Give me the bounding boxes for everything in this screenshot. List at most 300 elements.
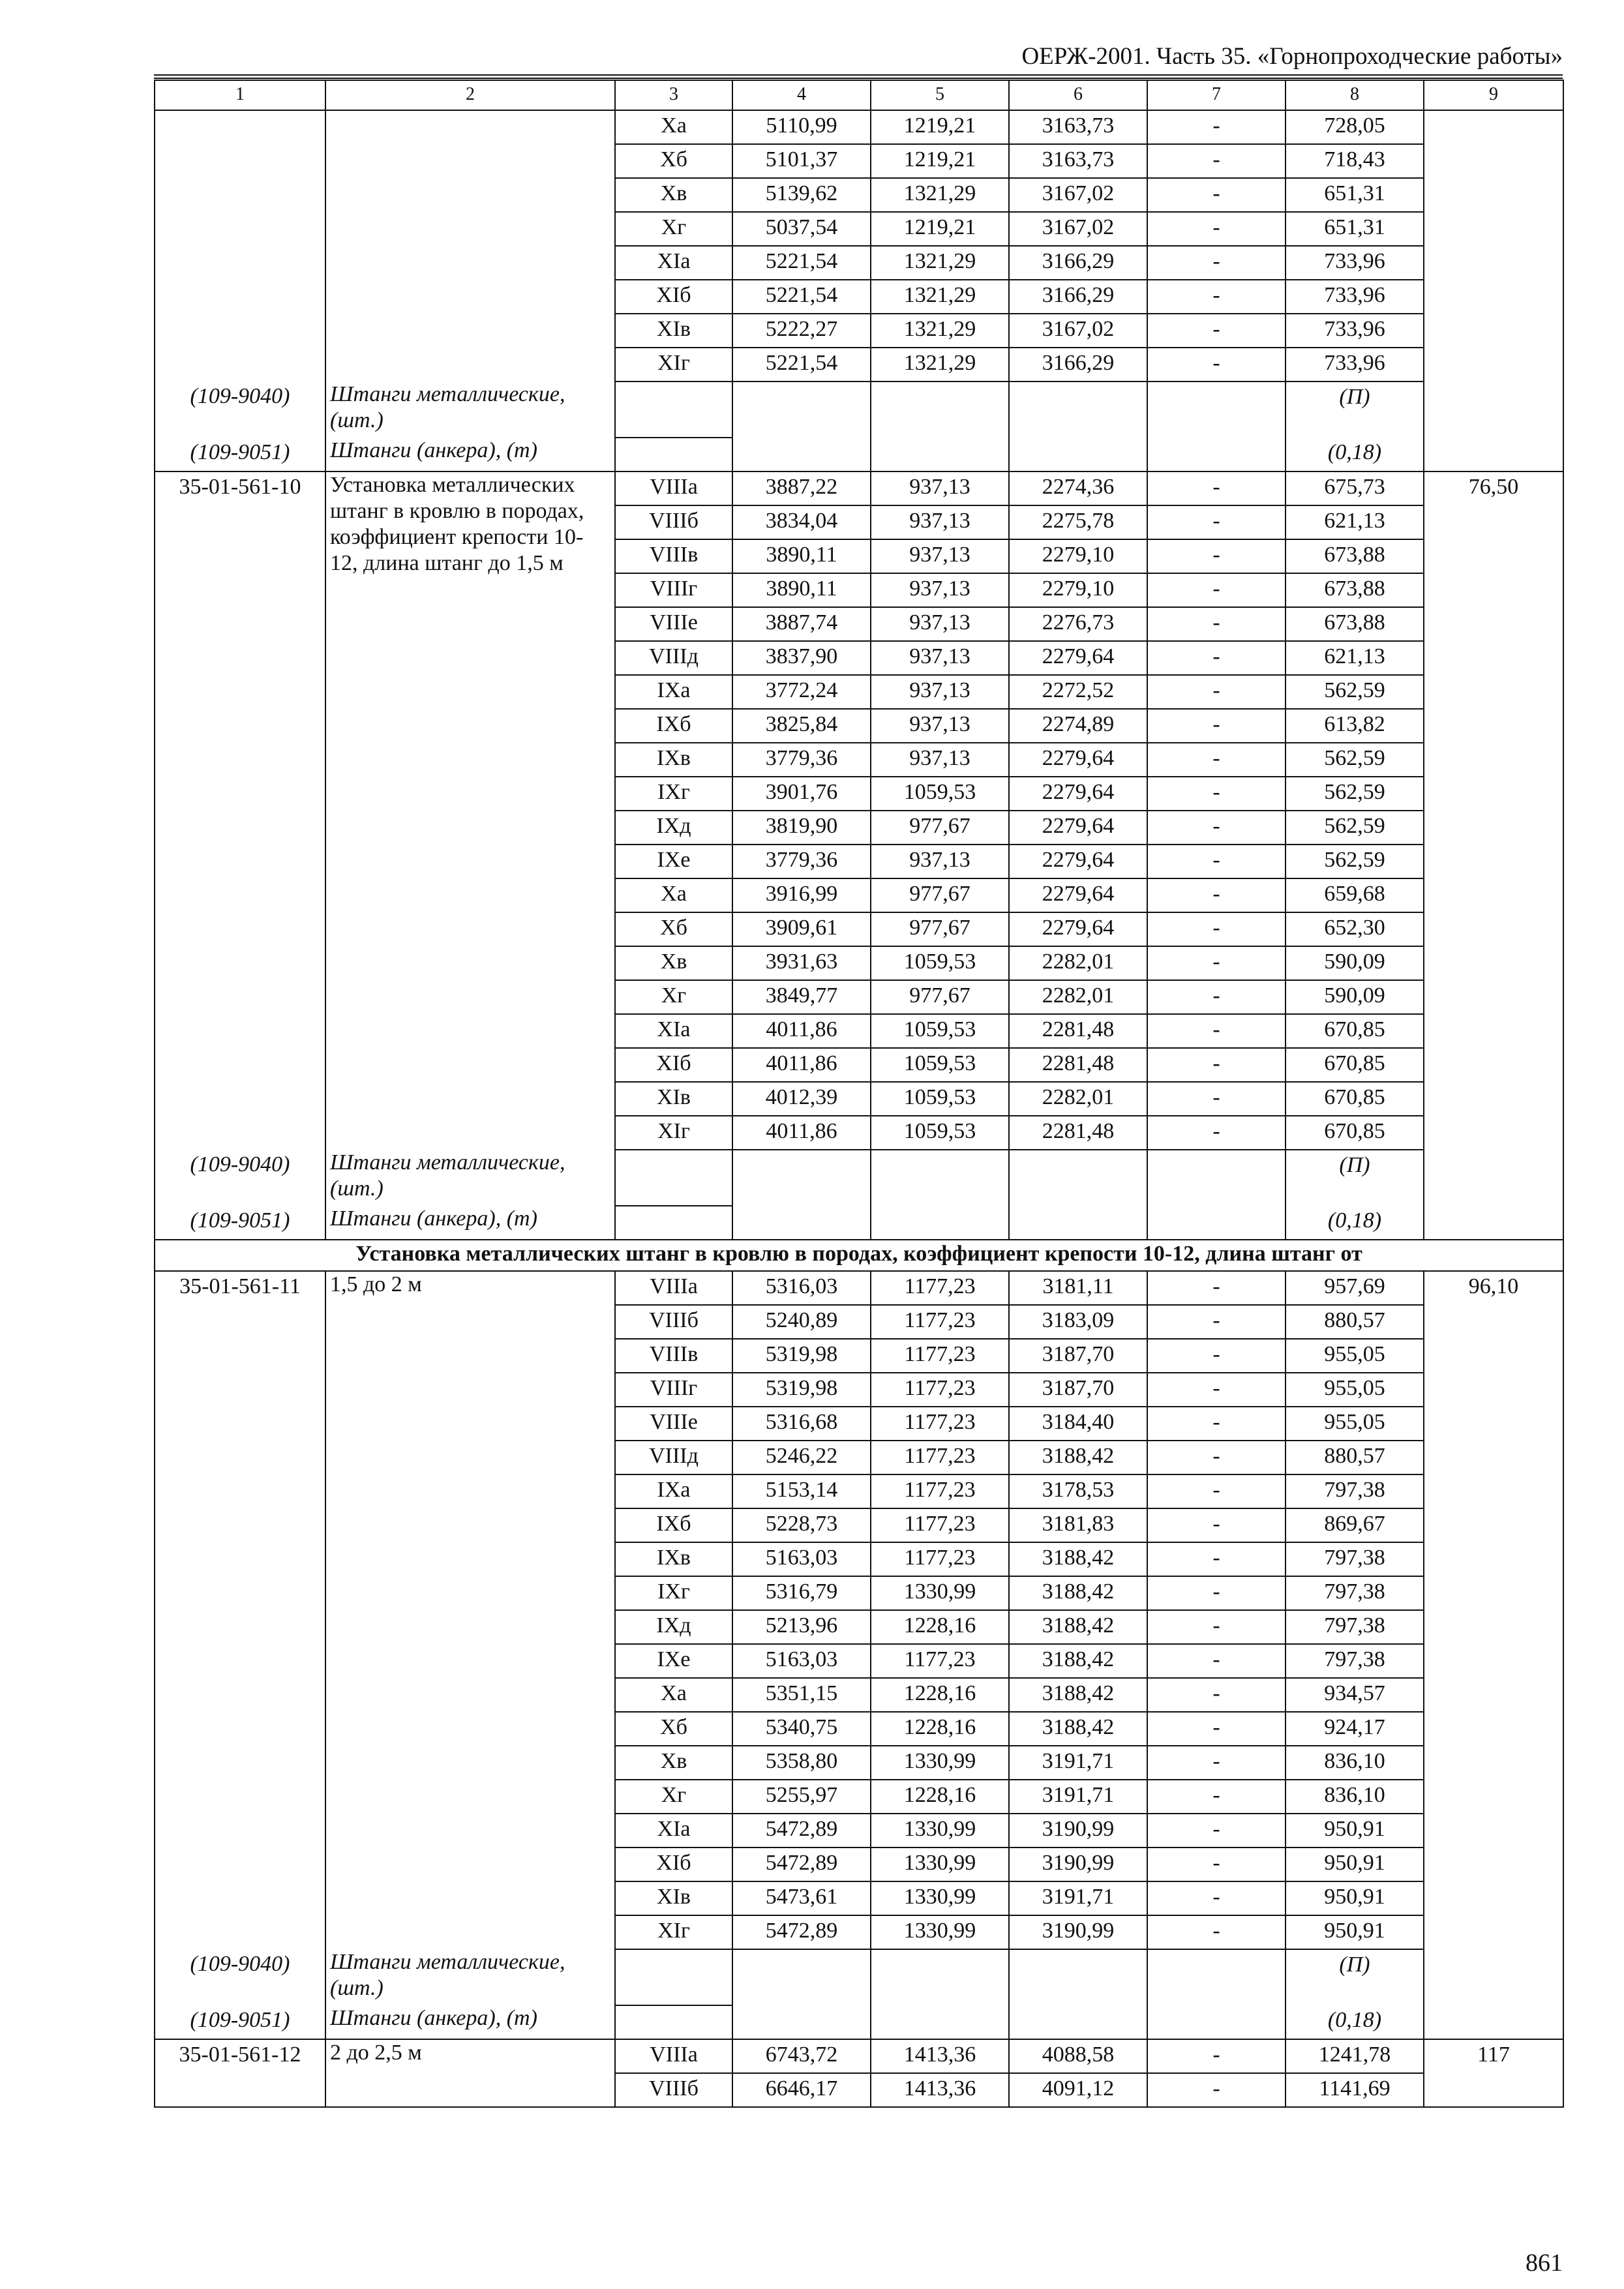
cell-value: 2282,01 (1009, 980, 1147, 1014)
cell-value: - (1147, 246, 1286, 280)
header-rule-double (154, 78, 1563, 79)
cell-value: - (1147, 1780, 1286, 1814)
cell-value: - (1147, 2039, 1286, 2073)
page-header (154, 40, 1563, 80)
resource-empty-cell (1009, 438, 1147, 471)
cell-value: 670,85 (1286, 1014, 1424, 1048)
cell-value: 1321,29 (871, 314, 1009, 348)
cell-value: 2279,10 (1009, 539, 1147, 573)
resource-name: Штанги металлические, (шт.) (325, 1150, 615, 1206)
column-number: 6 (1009, 80, 1147, 110)
cell-group: IXд (615, 1610, 732, 1644)
cell-group: Xг (615, 980, 732, 1014)
cell-value: 3849,77 (732, 980, 871, 1014)
resource-empty-cell (1009, 1150, 1147, 1206)
resource-empty-cell (615, 1949, 732, 2005)
resource-empty-cell (1009, 1206, 1147, 1240)
cell-value: 3837,90 (732, 641, 871, 675)
cell-value: 937,13 (871, 675, 1009, 709)
resource-code: (109-9040) (155, 382, 325, 438)
rates-table-body (155, 80, 1563, 2107)
cell-group: VIIIд (615, 641, 732, 675)
section-title-row (155, 1240, 1563, 1271)
cell-value: 1059,53 (871, 1082, 1009, 1116)
rate-code: 35-01-561-11 (155, 1271, 325, 1949)
cell-value: 5340,75 (732, 1712, 871, 1746)
cell-value: 1177,23 (871, 1644, 1009, 1678)
cell-value: 1177,23 (871, 1305, 1009, 1339)
cell-value: 5319,98 (732, 1339, 871, 1373)
cell-value: 5319,98 (732, 1373, 871, 1407)
cell-value: - (1147, 1407, 1286, 1441)
cell-value: 3188,42 (1009, 1542, 1147, 1576)
cell-value: 1330,99 (871, 1814, 1009, 1848)
cell-value: 2281,48 (1009, 1014, 1147, 1048)
table-row (155, 110, 1563, 144)
cell-value: 1177,23 (871, 1271, 1009, 1305)
cell-value: 621,13 (1286, 641, 1424, 675)
cell-value: 2279,64 (1009, 811, 1147, 845)
resource-qty: (П) (1286, 1150, 1424, 1206)
cell-value: 2279,64 (1009, 641, 1147, 675)
rates-table (154, 80, 1564, 2108)
cell-value: 1413,36 (871, 2039, 1009, 2073)
cell-group: XIа (615, 1814, 732, 1848)
cell-group: VIIIв (615, 1339, 732, 1373)
cell-col9: 117 (1424, 2039, 1563, 2107)
cell-value: 977,67 (871, 980, 1009, 1014)
resource-name: Штанги (анкера), (т) (325, 2005, 615, 2039)
cell-group: XIв (615, 1881, 732, 1915)
cell-value: 3181,11 (1009, 1271, 1147, 1305)
cell-value: 836,10 (1286, 1746, 1424, 1780)
cell-value: 3190,99 (1009, 1915, 1147, 1949)
cell-group: XIг (615, 1116, 732, 1150)
cell-value: 3188,42 (1009, 1644, 1147, 1678)
cell-group: Xа (615, 110, 732, 144)
cell-group: XIа (615, 1014, 732, 1048)
cell-group: IXе (615, 1644, 732, 1678)
cell-value: 670,85 (1286, 1116, 1424, 1150)
cell-value: - (1147, 946, 1286, 980)
cell-value: 937,13 (871, 505, 1009, 539)
cell-value: 733,96 (1286, 348, 1424, 382)
cell-group: IXа (615, 675, 732, 709)
resource-empty-cell (1147, 1206, 1286, 1240)
cell-value: 1059,53 (871, 777, 1009, 811)
cell-value: - (1147, 912, 1286, 946)
resource-empty-cell (732, 382, 871, 438)
cell-value: 3890,11 (732, 573, 871, 607)
cell-value: 659,68 (1286, 878, 1424, 912)
cell-value: - (1147, 1576, 1286, 1610)
cell-value: 937,13 (871, 709, 1009, 743)
cell-value: 3931,63 (732, 946, 871, 980)
cell-value: 1059,53 (871, 1014, 1009, 1048)
cell-value: 3183,09 (1009, 1305, 1147, 1339)
resource-empty-cell (1147, 1949, 1286, 2005)
cell-value: 673,88 (1286, 573, 1424, 607)
cell-value: 937,13 (871, 471, 1009, 505)
cell-group: XIв (615, 1082, 732, 1116)
resource-empty-cell (871, 1949, 1009, 2005)
column-number: 7 (1147, 80, 1286, 110)
cell-value: 1321,29 (871, 246, 1009, 280)
cell-value: 652,30 (1286, 912, 1424, 946)
cell-value: 2275,78 (1009, 505, 1147, 539)
cell-value: 5221,54 (732, 246, 871, 280)
cell-value: 937,13 (871, 641, 1009, 675)
cell-value: 590,09 (1286, 946, 1424, 980)
cell-value: 937,13 (871, 845, 1009, 878)
resource-empty-cell (1147, 1150, 1286, 1206)
cell-value: 3163,73 (1009, 144, 1147, 178)
rate-code: 35-01-561-10 (155, 471, 325, 1150)
cell-value: 562,59 (1286, 743, 1424, 777)
cell-value: 955,05 (1286, 1407, 1424, 1441)
cell-value: - (1147, 505, 1286, 539)
cell-group: VIIIг (615, 1373, 732, 1407)
cell-group: Xв (615, 178, 732, 212)
cell-group: Xг (615, 212, 732, 246)
cell-value: 1321,29 (871, 280, 1009, 314)
cell-value: - (1147, 1712, 1286, 1746)
cell-value: 1321,29 (871, 178, 1009, 212)
cell-value: 2279,64 (1009, 743, 1147, 777)
cell-value: 1241,78 (1286, 2039, 1424, 2073)
cell-value: 955,05 (1286, 1339, 1424, 1373)
cell-group: IXа (615, 1474, 732, 1508)
cell-value: 3191,71 (1009, 1881, 1147, 1915)
resource-empty-cell (1009, 2005, 1147, 2039)
cell-value: 1413,36 (871, 2073, 1009, 2107)
cell-value: 5316,03 (732, 1271, 871, 1305)
cell-value: - (1147, 1678, 1286, 1712)
cell-col9: 96,10 (1424, 1271, 1563, 2039)
resource-empty-cell (1147, 438, 1286, 471)
cell-value: 880,57 (1286, 1305, 1424, 1339)
resource-code: (109-9040) (155, 1150, 325, 1206)
cell-value: - (1147, 845, 1286, 878)
cell-value: 797,38 (1286, 1610, 1424, 1644)
cell-value: 3825,84 (732, 709, 871, 743)
cell-value: 1219,21 (871, 110, 1009, 144)
cell-group: VIIIа (615, 2039, 732, 2073)
rate-code: 35-01-561-12 (155, 2039, 325, 2107)
cell-value: 5213,96 (732, 1610, 871, 1644)
cell-value: 5246,22 (732, 1441, 871, 1474)
cell-value: 797,38 (1286, 1644, 1424, 1678)
cell-value: - (1147, 178, 1286, 212)
cell-value: 6743,72 (732, 2039, 871, 2073)
cell-group: Xа (615, 1678, 732, 1712)
cell-value: 3188,42 (1009, 1712, 1147, 1746)
cell-value: 3166,29 (1009, 348, 1147, 382)
cell-value: 1228,16 (871, 1780, 1009, 1814)
cell-value: 2272,52 (1009, 675, 1147, 709)
resource-empty-cell (615, 438, 732, 471)
cell-value: 2282,01 (1009, 946, 1147, 980)
cell-value: 670,85 (1286, 1048, 1424, 1082)
resource-code: (109-9051) (155, 1206, 325, 1240)
cell-value: 718,43 (1286, 144, 1424, 178)
cell-value: - (1147, 607, 1286, 641)
resource-empty-cell (732, 438, 871, 471)
resource-empty-cell (1147, 2005, 1286, 2039)
cell-value: - (1147, 1082, 1286, 1116)
cell-value: 2279,10 (1009, 573, 1147, 607)
cell-value: 880,57 (1286, 1441, 1424, 1474)
cell-value: 3163,73 (1009, 110, 1147, 144)
cell-value: 3166,29 (1009, 280, 1147, 314)
resource-empty-cell (871, 2005, 1009, 2039)
cell-value: 1330,99 (871, 1915, 1009, 1949)
cell-value: 4011,86 (732, 1116, 871, 1150)
cell-group: IXб (615, 709, 732, 743)
cell-value: 2279,64 (1009, 777, 1147, 811)
cell-value: 797,38 (1286, 1576, 1424, 1610)
resource-qty: (0,18) (1286, 1206, 1424, 1240)
cell-value: 1177,23 (871, 1508, 1009, 1542)
cell-value: 2279,64 (1009, 878, 1147, 912)
resource-empty-cell (732, 1206, 871, 1240)
cell-group: Xв (615, 1746, 732, 1780)
cell-value: 733,96 (1286, 314, 1424, 348)
resource-empty-cell (732, 1150, 871, 1206)
cell-value: 2279,64 (1009, 912, 1147, 946)
cell-value: 5351,15 (732, 1678, 871, 1712)
cell-value: 950,91 (1286, 1848, 1424, 1881)
resource-empty-cell (615, 382, 732, 438)
cell-value: 673,88 (1286, 607, 1424, 641)
cell-value: 5153,14 (732, 1474, 871, 1508)
cell-value: 1177,23 (871, 1441, 1009, 1474)
table-row (155, 1271, 1563, 1305)
cell-group: XIг (615, 1915, 732, 1949)
rate-description (325, 110, 615, 382)
cell-value: 3188,42 (1009, 1441, 1147, 1474)
cell-value: 869,67 (1286, 1508, 1424, 1542)
cell-value: 651,31 (1286, 212, 1424, 246)
cell-value: 950,91 (1286, 1915, 1424, 1949)
resource-code: (109-9040) (155, 1949, 325, 2005)
cell-value: 957,69 (1286, 1271, 1424, 1305)
cell-value: - (1147, 709, 1286, 743)
cell-group: XIб (615, 1048, 732, 1082)
cell-value: 3901,76 (732, 777, 871, 811)
cell-value: 4012,39 (732, 1082, 871, 1116)
cell-value: 5110,99 (732, 110, 871, 144)
cell-value: 937,13 (871, 573, 1009, 607)
table-row (155, 471, 1563, 505)
resource-empty-cell (615, 1150, 732, 1206)
cell-value: 4088,58 (1009, 2039, 1147, 2073)
resource-name: Штанги металлические, (шт.) (325, 382, 615, 438)
cell-group: IXе (615, 845, 732, 878)
cell-value: 1321,29 (871, 348, 1009, 382)
cell-value: 937,13 (871, 539, 1009, 573)
cell-value: 3190,99 (1009, 1814, 1147, 1848)
cell-value: - (1147, 1508, 1286, 1542)
cell-group: IXв (615, 1542, 732, 1576)
cell-value: 5316,68 (732, 1407, 871, 1441)
resource-name: Штанги (анкера), (т) (325, 438, 615, 471)
cell-value: 5228,73 (732, 1508, 871, 1542)
cell-group: IXд (615, 811, 732, 845)
cell-group: VIIIд (615, 1441, 732, 1474)
resource-empty-cell (615, 1206, 732, 1240)
cell-group: Xб (615, 1712, 732, 1746)
cell-group: XIа (615, 246, 732, 280)
page-number: 861 (1526, 2249, 1563, 2277)
cell-value: 3187,70 (1009, 1339, 1147, 1373)
resource-row (155, 2005, 1563, 2039)
cell-value: - (1147, 1881, 1286, 1915)
column-number: 3 (615, 80, 732, 110)
cell-value: 3166,29 (1009, 246, 1147, 280)
cell-group: VIIIе (615, 1407, 732, 1441)
cell-value: 3178,53 (1009, 1474, 1147, 1508)
cell-value: 977,67 (871, 878, 1009, 912)
resource-code: (109-9051) (155, 438, 325, 471)
column-number: 1 (155, 80, 325, 110)
cell-value: 651,31 (1286, 178, 1424, 212)
column-number-row (155, 80, 1563, 110)
rate-description: 1,5 до 2 м (325, 1271, 615, 1949)
cell-value: 924,17 (1286, 1712, 1424, 1746)
cell-group: IXг (615, 777, 732, 811)
cell-value: 3167,02 (1009, 314, 1147, 348)
cell-value: 1177,23 (871, 1542, 1009, 1576)
column-number: 9 (1424, 80, 1563, 110)
resource-name: Штанги металлические, (шт.) (325, 1949, 615, 2005)
resource-empty-cell (732, 1949, 871, 2005)
cell-group: Xа (615, 878, 732, 912)
cell-group: VIIIб (615, 2073, 732, 2107)
cell-value: 5358,80 (732, 1746, 871, 1780)
cell-value: 3190,99 (1009, 1848, 1147, 1881)
cell-value: 3772,24 (732, 675, 871, 709)
cell-value: - (1147, 675, 1286, 709)
cell-value: - (1147, 878, 1286, 912)
cell-value: 2281,48 (1009, 1116, 1147, 1150)
cell-group: VIIIб (615, 505, 732, 539)
cell-value: - (1147, 1915, 1286, 1949)
cell-value: - (1147, 980, 1286, 1014)
resource-empty-cell (871, 1206, 1009, 1240)
cell-group: VIIIг (615, 573, 732, 607)
cell-value: - (1147, 1373, 1286, 1407)
cell-value: 1177,23 (871, 1474, 1009, 1508)
cell-value: - (1147, 1474, 1286, 1508)
resource-name: Штанги (анкера), (т) (325, 1206, 615, 1240)
cell-group: VIIIв (615, 539, 732, 573)
cell-value: 5240,89 (732, 1305, 871, 1339)
cell-value: 5473,61 (732, 1881, 871, 1915)
cell-value: - (1147, 1271, 1286, 1305)
cell-value: 3167,02 (1009, 178, 1147, 212)
cell-value: 2279,64 (1009, 845, 1147, 878)
resource-qty: (0,18) (1286, 2005, 1424, 2039)
cell-value: 1059,53 (871, 1116, 1009, 1150)
cell-value: 797,38 (1286, 1542, 1424, 1576)
cell-value: 4011,86 (732, 1048, 871, 1082)
cell-value: - (1147, 1441, 1286, 1474)
section-title: Установка металлических штанг в кровлю в породах, коэффициент крепости 10-12, длина штанг от (155, 1240, 1563, 1271)
cell-group: XIб (615, 280, 732, 314)
cell-value: 5139,62 (732, 178, 871, 212)
cell-value: 562,59 (1286, 777, 1424, 811)
cell-value: 950,91 (1286, 1881, 1424, 1915)
cell-value: - (1147, 777, 1286, 811)
cell-value: - (1147, 1644, 1286, 1678)
cell-value: 1330,99 (871, 1848, 1009, 1881)
cell-value: 3887,22 (732, 471, 871, 505)
cell-value: - (1147, 1339, 1286, 1373)
table-row (155, 2039, 1563, 2073)
cell-value: 1219,21 (871, 212, 1009, 246)
cell-value: 6646,17 (732, 2073, 871, 2107)
cell-value: 5221,54 (732, 348, 871, 382)
resource-row (155, 382, 1563, 438)
cell-group: IXв (615, 743, 732, 777)
cell-group: XIб (615, 1848, 732, 1881)
cell-value: 3834,04 (732, 505, 871, 539)
cell-value: 5101,37 (732, 144, 871, 178)
cell-value: - (1147, 1116, 1286, 1150)
cell-value: 3188,42 (1009, 1610, 1147, 1644)
cell-value: 797,38 (1286, 1474, 1424, 1508)
cell-value: 4091,12 (1009, 2073, 1147, 2107)
cell-value: 1141,69 (1286, 2073, 1424, 2107)
cell-value: 5163,03 (732, 1644, 871, 1678)
resource-qty: (П) (1286, 1949, 1424, 2005)
cell-group: Xб (615, 912, 732, 946)
column-number: 4 (732, 80, 871, 110)
resource-row (155, 438, 1563, 471)
cell-value: 670,85 (1286, 1082, 1424, 1116)
cell-value: 613,82 (1286, 709, 1424, 743)
cell-value: 675,73 (1286, 471, 1424, 505)
cell-value: - (1147, 1305, 1286, 1339)
cell-group: XIг (615, 348, 732, 382)
cell-value: - (1147, 743, 1286, 777)
cell-value: 934,57 (1286, 1678, 1424, 1712)
cell-value: 590,09 (1286, 980, 1424, 1014)
cell-value: - (1147, 1610, 1286, 1644)
cell-value: 2281,48 (1009, 1048, 1147, 1082)
cell-value: 5316,79 (732, 1576, 871, 1610)
cell-group: Xб (615, 144, 732, 178)
cell-group: VIIIе (615, 607, 732, 641)
rate-code (155, 110, 325, 382)
resource-empty-cell (732, 2005, 871, 2039)
resource-row (155, 1150, 1563, 1206)
cell-value: 733,96 (1286, 280, 1424, 314)
cell-value: 3187,70 (1009, 1373, 1147, 1407)
header-rule (154, 74, 1563, 76)
cell-value: - (1147, 212, 1286, 246)
cell-value: 5472,89 (732, 1814, 871, 1848)
cell-value: 5221,54 (732, 280, 871, 314)
cell-value: 562,59 (1286, 811, 1424, 845)
cell-value: - (1147, 539, 1286, 573)
cell-value: 1330,99 (871, 1881, 1009, 1915)
cell-group: Xв (615, 946, 732, 980)
cell-group: VIIIа (615, 1271, 732, 1305)
column-number: 5 (871, 80, 1009, 110)
cell-value: 621,13 (1286, 505, 1424, 539)
